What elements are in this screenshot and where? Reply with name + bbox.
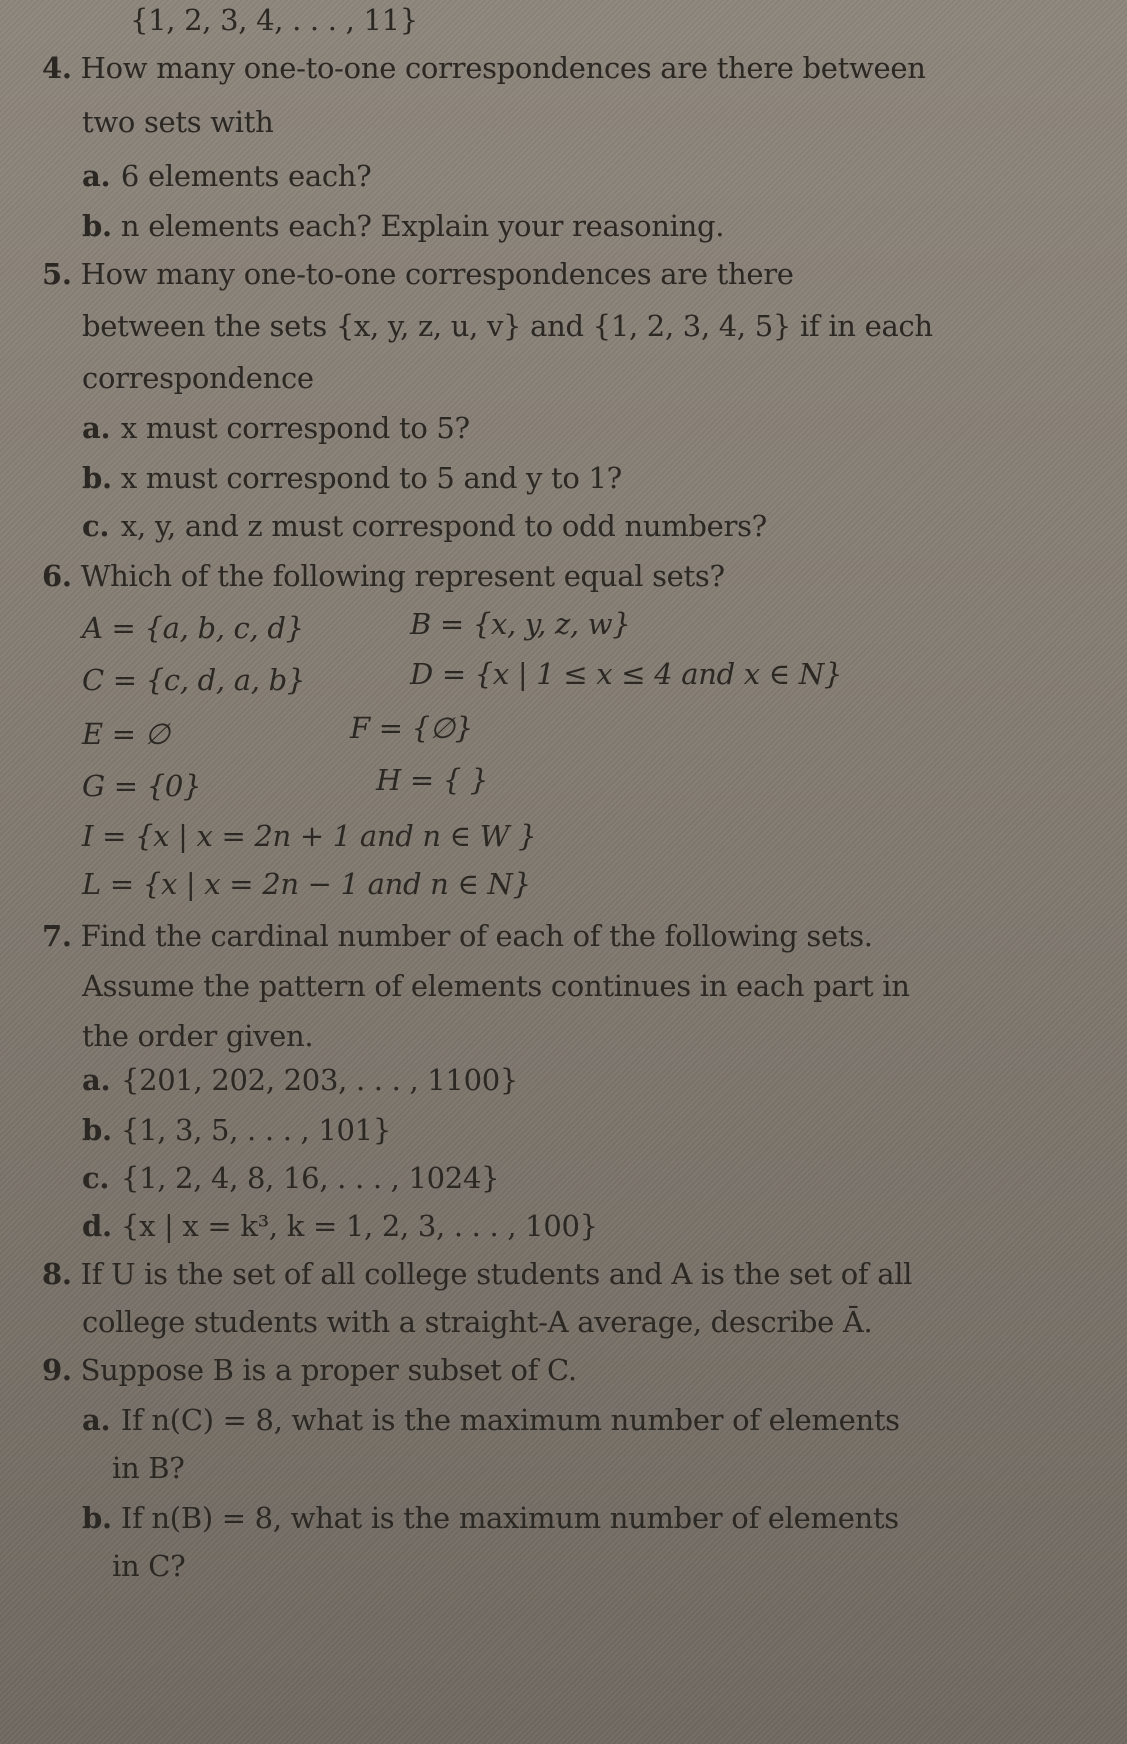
- set-definition: D = {x | 1 ≤ x ≤ 4 and x ∈ N}: [410, 657, 843, 691]
- part-label: d.: [82, 1209, 112, 1243]
- problem-stem-cont: college students with a straight-A average, describe Ā.: [82, 1305, 873, 1339]
- problem-part: [82, 1112, 391, 1148]
- part-label: b.: [82, 209, 112, 243]
- problem-4: [42, 50, 926, 86]
- problem-part: [82, 1062, 518, 1098]
- part-label: b.: [82, 461, 112, 495]
- problem-part: [82, 158, 371, 194]
- part-label: a.: [82, 159, 111, 193]
- part-text: 6 elements each?: [120, 159, 372, 193]
- problem-part: [82, 1160, 499, 1196]
- part-label: a.: [82, 411, 111, 445]
- problem-9: [42, 1352, 577, 1388]
- problem-stem: If U is the set of all college students and A is the set of all: [80, 1257, 913, 1291]
- problem-part: [82, 508, 767, 544]
- problem-part: [82, 410, 470, 446]
- problem-7: [42, 918, 873, 954]
- problem-number: 9.: [42, 1353, 72, 1387]
- problem-stem: Find the cardinal number of each of the following sets.: [80, 919, 873, 953]
- problem-stem-cont: two sets with: [82, 105, 274, 139]
- part-label: a.: [82, 1063, 111, 1097]
- problem-stem: How many one-to-one correspondences are there between: [80, 51, 926, 85]
- problem-stem: How many one-to-one correspondences are there: [80, 257, 794, 291]
- problem-8: [42, 1256, 912, 1292]
- part-text: x must correspond to 5?: [120, 411, 470, 445]
- set-definition: I = {x | x = 2n + 1 and n ∈ W }: [82, 819, 537, 853]
- problem-6: [42, 558, 725, 594]
- set-definition: B = {x, y, z, w}: [410, 607, 631, 641]
- problem-number: 6.: [42, 559, 72, 593]
- part-text: {201, 202, 203, . . . , 1100}: [120, 1063, 519, 1097]
- problem-number: 8.: [42, 1257, 72, 1291]
- part-label: c.: [82, 1161, 110, 1195]
- problem-stem: Suppose B is a proper subset of C.: [80, 1353, 577, 1387]
- problem-part: [82, 1402, 900, 1438]
- part-label: a.: [82, 1403, 111, 1437]
- part-label: b.: [82, 1113, 112, 1147]
- part-label: b.: [82, 1501, 112, 1535]
- problem-part: [82, 460, 622, 496]
- problem-part: [82, 1500, 899, 1536]
- problem-5: [42, 256, 794, 292]
- part-text: x, y, and z must correspond to odd numbers?: [120, 509, 767, 543]
- problem-number: 7.: [42, 919, 72, 953]
- problem-stem-cont: between the sets {x, y, z, u, v} and {1, 2, 3, 4, 5} if in each: [82, 309, 933, 343]
- part-text: {x | x = k³, k = 1, 2, 3, . . . , 100}: [120, 1209, 598, 1243]
- problem-stem-cont: Assume the pattern of elements continues in each part in: [82, 969, 910, 1003]
- problem-number: 4.: [42, 51, 72, 85]
- set-definition: E = ∅: [82, 717, 170, 751]
- problem-number: 5.: [42, 257, 72, 291]
- part-text: {1, 2, 4, 8, 16, . . . , 1024}: [120, 1161, 500, 1195]
- set-definition: G = {0}: [82, 769, 202, 803]
- part-text: n elements each? Explain your reasoning.: [120, 209, 725, 243]
- problem-part: [82, 1208, 598, 1244]
- carryover-set: {1, 2, 3, 4, . . . , 11}: [130, 3, 418, 37]
- part-text: x must correspond to 5 and y to 1?: [120, 461, 622, 495]
- problem-stem: Which of the following represent equal sets?: [80, 559, 725, 593]
- set-definition: L = {x | x = 2n − 1 and n ∈ N}: [82, 867, 531, 901]
- part-label: c.: [82, 509, 110, 543]
- set-definition: C = {c, d, a, b}: [82, 663, 305, 697]
- problem-stem-cont: the order given.: [82, 1019, 314, 1053]
- part-text: If n(C) = 8, what is the maximum number of elements: [120, 1403, 900, 1437]
- part-text-cont: in C?: [112, 1549, 186, 1583]
- part-text: If n(B) = 8, what is the maximum number of elements: [120, 1501, 899, 1535]
- part-text: {1, 3, 5, . . . , 101}: [120, 1113, 391, 1147]
- part-text-cont: in B?: [112, 1451, 185, 1485]
- set-definition: F = {∅}: [350, 711, 473, 745]
- problem-stem-cont: correspondence: [82, 361, 314, 395]
- set-definition: A = {a, b, c, d}: [82, 611, 304, 645]
- problem-part: [82, 208, 724, 244]
- set-definition: H = { }: [376, 763, 489, 797]
